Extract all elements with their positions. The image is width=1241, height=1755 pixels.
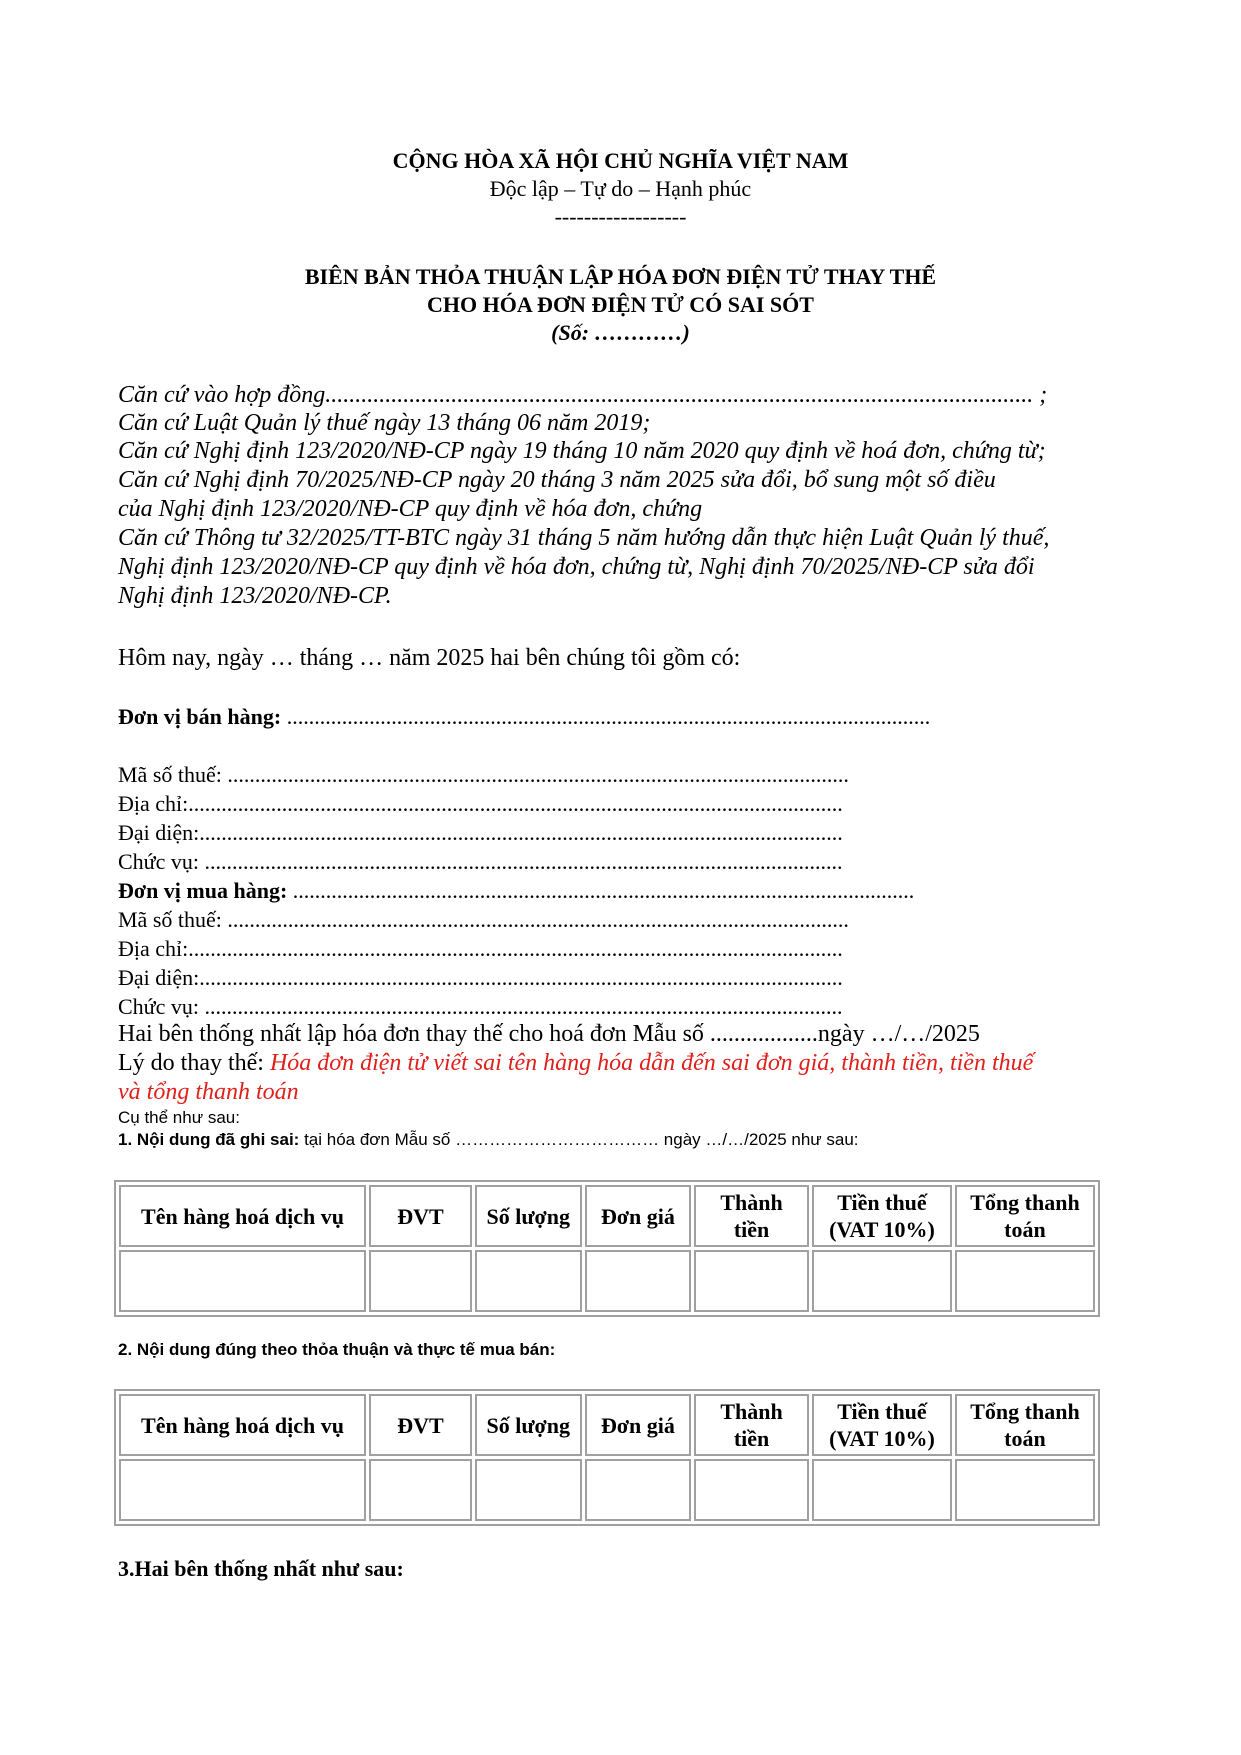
seller-label-line	[118, 704, 930, 730]
table-cell[interactable]	[119, 1459, 366, 1521]
agreement-line: Hai bên thống nhất lập hóa đơn thay thế cho hoá đơn Mẫu số ..................ngày …/…/2025	[118, 1021, 980, 1047]
col-header-tax-l2: (VAT 10%)	[829, 1217, 935, 1242]
col-header-name: Tên hàng hoá dịch vụ	[119, 1394, 366, 1456]
section1-label: 1. Nội dung đã ghi sai:	[118, 1130, 300, 1149]
table-cell[interactable]	[585, 1250, 692, 1312]
seller-position: Chức vụ: ....................................................................................................................	[118, 849, 843, 874]
table-cell[interactable]	[119, 1250, 366, 1312]
table-cell[interactable]	[694, 1250, 809, 1312]
reason-text-cont: và tổng thanh toán	[118, 1079, 299, 1105]
col-header-qty: Số lượng	[475, 1394, 582, 1456]
seller-representative: Đại diện:.....................................................................................................................	[118, 820, 843, 845]
table-cell[interactable]	[475, 1459, 582, 1521]
col-header-tax-l2: (VAT 10%)	[829, 1426, 935, 1451]
buyer-representative: Đại diện:.....................................................................................................................	[118, 965, 843, 990]
seller-dots: .....................................................................................................................	[281, 704, 931, 729]
motto: Độc lập – Tự do – Hạnh phúc	[489, 176, 752, 201]
col-header-total-l1: Tổng thanh	[970, 1190, 1080, 1215]
section1-heading	[118, 1130, 859, 1150]
document-number: (Số: …………)	[551, 320, 690, 345]
country-name: CỘNG HÒA XÃ HỘI CHỦ NGHĨA VIỆT NAM	[392, 148, 849, 173]
basis-line: của Nghị định 123/2020/NĐ-CP quy định về hóa đơn, chứng	[118, 496, 703, 522]
buyer-address: Địa chỉ:.......................................................................................................................	[118, 936, 843, 961]
today-line: Hôm nay, ngày … tháng … năm 2025 hai bên chúng tôi gồm có:	[118, 645, 741, 671]
col-header-price: Đơn giá	[585, 1185, 692, 1247]
basis-line: Căn cứ vào hợp đồng...................................................................................................................... ;	[118, 382, 1048, 408]
col-header-price: Đơn giá	[585, 1394, 692, 1456]
table-cell[interactable]	[585, 1459, 692, 1521]
buyer-dots: .................................................................................................................	[287, 878, 915, 903]
col-header-amount-l1: Thành	[720, 1190, 783, 1215]
table-header-row	[119, 1394, 1095, 1456]
seller-label: Đơn vị bán hàng:	[118, 704, 282, 729]
basis-line: Nghị định 123/2020/NĐ-CP.	[118, 583, 392, 609]
col-header-tax	[812, 1394, 952, 1456]
basis-line: Căn cứ Luật Quản lý thuế ngày 13 tháng 06 năm 2019;	[118, 410, 651, 436]
col-header-total	[955, 1394, 1095, 1456]
basis-line: Căn cứ Nghị định 70/2025/NĐ-CP ngày 20 tháng 3 năm 2025 sửa đổi, bổ sung một số điều	[118, 467, 996, 493]
table-row	[119, 1459, 1095, 1521]
col-header-total-l1: Tổng thanh	[970, 1399, 1080, 1424]
table-cell[interactable]	[812, 1250, 952, 1312]
buyer-tax-code: Mã số thuế: .................................................................................................................	[118, 907, 849, 932]
col-header-unit: ĐVT	[369, 1394, 472, 1456]
basis-line: Căn cứ Nghị định 123/2020/NĐ-CP ngày 19 tháng 10 năm 2020 quy định về hoá đơn, chứng từ;	[118, 438, 1046, 464]
col-header-tax-l1: Tiền thuế	[837, 1399, 927, 1424]
header-divider: ------------------	[554, 204, 687, 229]
basis-line: Nghị định 123/2020/NĐ-CP quy định về hóa đơn, chứng từ, Nghị định 70/2025/NĐ-CP sửa đổi	[118, 554, 1035, 580]
reason-text: Hóa đơn điện tử viết sai tên hàng hóa dẫn đến sai đơn giá, thành tiền, tiền thuế	[269, 1050, 1034, 1076]
col-header-unit: ĐVT	[369, 1185, 472, 1247]
col-header-total	[955, 1185, 1095, 1247]
table-header-row	[119, 1185, 1095, 1247]
col-header-total-l2: toán	[1004, 1426, 1046, 1451]
table-cell[interactable]	[812, 1459, 952, 1521]
col-header-amount-l2: tiền	[733, 1426, 770, 1451]
document-title-line2: CHO HÓA ĐƠN ĐIỆN TỬ CÓ SAI SÓT	[427, 292, 814, 317]
table-cell[interactable]	[475, 1250, 582, 1312]
wrong-content-table	[114, 1180, 1100, 1317]
col-header-amount	[694, 1185, 809, 1247]
col-header-tax	[812, 1185, 952, 1247]
basis-line: Căn cứ Thông tư 32/2025/TT-BTC ngày 31 tháng 5 năm hướng dẫn thực hiện Luật Quản lý thuế,	[118, 525, 1050, 551]
col-header-qty: Số lượng	[475, 1185, 582, 1247]
buyer-position: Chức vụ: ....................................................................................................................	[118, 994, 843, 1019]
table-cell[interactable]	[369, 1250, 472, 1312]
col-header-amount-l1: Thành	[720, 1399, 783, 1424]
table-row	[119, 1250, 1095, 1312]
table-cell[interactable]	[955, 1459, 1095, 1521]
table-cell[interactable]	[955, 1250, 1095, 1312]
reason-line	[118, 1050, 1033, 1077]
seller-tax-code: Mã số thuế: .................................................................................................................	[118, 762, 849, 787]
document-title-line1: BIÊN BẢN THỎA THUẬN LẬP HÓA ĐƠN ĐIỆN TỬ THAY THẾ	[304, 264, 937, 289]
section2-heading: 2. Nội dung đúng theo thỏa thuận và thực tế mua bán:	[118, 1340, 556, 1359]
col-header-amount-l2: tiền	[733, 1217, 770, 1242]
col-header-tax-l1: Tiền thuế	[837, 1190, 927, 1215]
reason-label: Lý do thay thế:	[118, 1050, 270, 1076]
details-intro: Cụ thể như sau:	[118, 1108, 240, 1127]
buyer-label-line	[118, 878, 914, 904]
table-cell[interactable]	[694, 1459, 809, 1521]
col-header-total-l2: toán	[1004, 1217, 1046, 1242]
buyer-label: Đơn vị mua hàng:	[118, 878, 288, 903]
section3-heading: 3.Hai bên thống nhất như sau:	[118, 1556, 404, 1581]
col-header-amount	[694, 1394, 809, 1456]
correct-content-table	[114, 1389, 1100, 1526]
section1-text: tại hóa đơn Mẫu số ……………………………… ngày …/…/2025 như sau:	[299, 1130, 859, 1149]
seller-address: Địa chỉ:.......................................................................................................................	[118, 791, 843, 816]
table-cell[interactable]	[369, 1459, 472, 1521]
col-header-name: Tên hàng hoá dịch vụ	[119, 1185, 366, 1247]
